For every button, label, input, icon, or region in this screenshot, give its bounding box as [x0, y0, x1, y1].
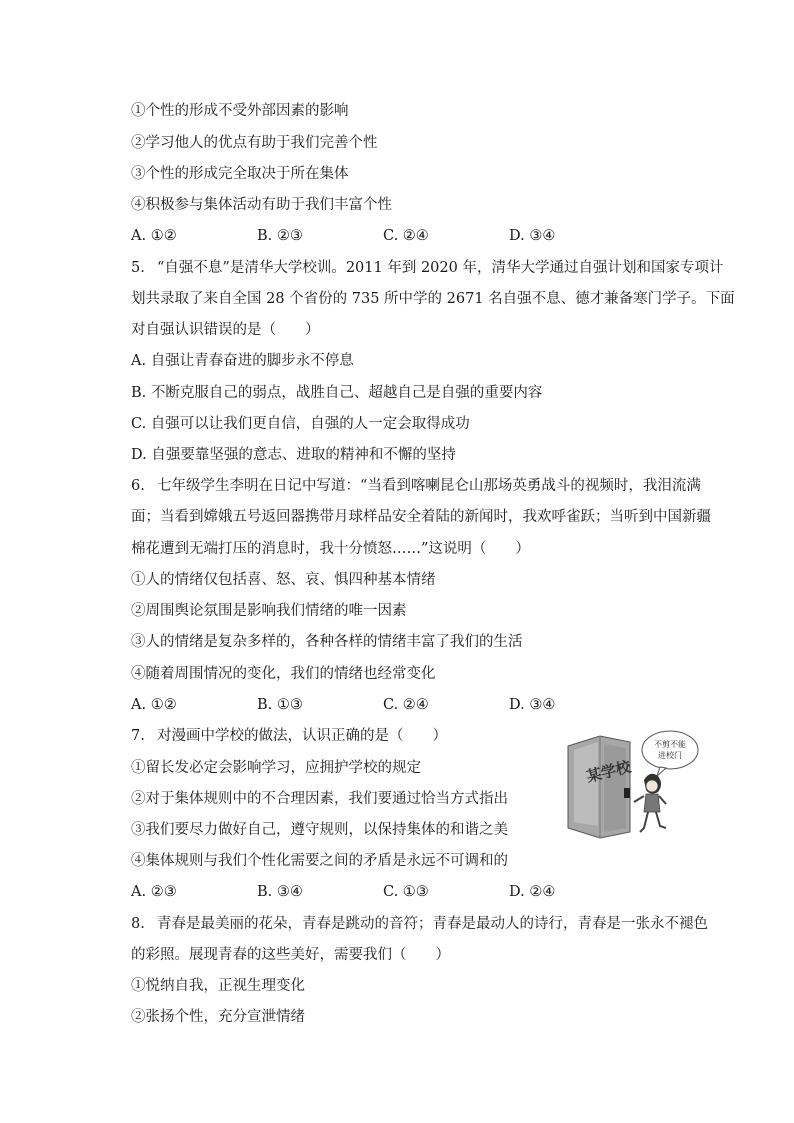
q6-statement-1: ①人的情绪仅包括喜、怒、哀、惧四种基本情绪 — [131, 572, 436, 588]
q5-option-b: B. 不断克服自己的弱点，战胜自己、超越自己是自强的重要内容 — [131, 385, 543, 401]
q7-statement-4: ④集体规则与我们个性化需要之间的矛盾是永远不可调和的 — [131, 853, 508, 869]
q7-option-c: C. ①③ — [383, 884, 429, 900]
q6-option-c: C. ②④ — [383, 697, 429, 713]
gate-right-panel — [604, 744, 626, 832]
q6-number: 6. — [131, 478, 145, 494]
school-sign-text: 某学校 — [584, 757, 633, 786]
q5-stem-line-1 — [131, 258, 724, 278]
q4-option-a: A. ①② — [131, 228, 177, 244]
student-leg-right — [656, 812, 666, 828]
q6-option-a: A. ①② — [131, 697, 177, 713]
student-arm-left — [634, 796, 644, 802]
q4-statement-2: ②学习他人的优点有助于我们完善个性 — [131, 135, 378, 151]
q4-statement-4: ④积极参与集体活动有助于我们丰富个性 — [131, 197, 392, 213]
q5-stem-line-2: 划共录取了来自全国 28 个省份的 735 所中学的 2671 名自强不息、德才兼备寒门学子。下面 — [131, 291, 735, 307]
q6-stem-line-1 — [131, 476, 701, 496]
q5-option-d: D. 自强要靠坚强的意志、进取的精神和不懈的坚持 — [131, 447, 456, 463]
q6-stem-line-2: 面；当看到嫦娥五号返回器携带月球样品安全着陆的新闻时，我欢呼雀跃；当听到中国新疆 — [131, 509, 711, 525]
q4-option-c: C. ②④ — [383, 228, 429, 244]
q8-stem-text-1: 青春是最美丽的花朵，青春是跳动的音符；青春是最动人的诗行，青春是一张永不褪色 — [157, 916, 708, 932]
q8-stem-line-2: 的彩照。展现青春的这些美好，需要我们（ ） — [131, 947, 450, 963]
q4-statement-3: ③个性的形成完全取决于所在集体 — [131, 166, 349, 182]
q6-stem-line-3: 棉花遭到无端打压的消息时，我十分愤怒……”这说明（ ） — [131, 541, 530, 557]
q7-option-d: D. ②④ — [509, 884, 556, 900]
school-gate-comic — [560, 728, 700, 840]
q4-option-b: B. ②③ — [257, 228, 303, 244]
q4-option-d: D. ③④ — [509, 228, 556, 244]
q6-option-d: D. ③④ — [509, 697, 556, 713]
q7-stem-text: 对漫画中学校的做法，认识正确的是（ ） — [157, 728, 447, 744]
bubble-text-1: 不剪不能 — [654, 740, 686, 749]
student-leg-left — [640, 812, 648, 832]
q7-option-b: B. ③④ — [257, 884, 303, 900]
student-head — [646, 780, 658, 792]
q6-option-b: B. ①③ — [257, 697, 303, 713]
q7-statement-3: ③我们要尽力做好自己，遵守规则，以保持集体的和谐之美 — [131, 822, 508, 838]
q8-number: 8. — [131, 916, 145, 932]
q5-option-a: A. 自强让青春奋进的脚步永不停息 — [131, 353, 354, 369]
speech-bubble — [642, 731, 698, 769]
q4-statement-1: ①个性的形成不受外部因素的影响 — [131, 103, 349, 119]
q5-stem-text-1: “自强不息”是清华大学校训。2011 年到 2020 年，清华大学通过自强计划和国家专项计 — [157, 260, 724, 276]
student-figure — [634, 774, 666, 832]
student-body — [644, 794, 660, 812]
student-arm-right — [659, 796, 666, 804]
speech-bubble-tail — [657, 767, 666, 776]
q8-statement-2: ②张扬个性，充分宣泄情绪 — [131, 1009, 305, 1025]
q8-statement-1: ①悦纳自我，正视生理变化 — [131, 978, 305, 994]
q5-stem-line-3: 对自强认识错误的是（ ） — [131, 322, 320, 338]
q5-number: 5. — [131, 260, 145, 276]
q7-stem — [131, 726, 447, 746]
q6-statement-3: ③人的情绪是复杂多样的，各种各样的情绪丰富了我们的生活 — [131, 634, 523, 650]
q7-option-a: A. ②③ — [131, 884, 177, 900]
bubble-text-2: 进校门 — [658, 751, 682, 760]
q7-statement-2: ②对于集体规则中的不合理因素，我们要通过恰当方式指出 — [131, 791, 508, 807]
q8-stem-line-1 — [131, 914, 708, 934]
q7-statement-1: ①留长发必定会影响学习，应拥护学校的规定 — [131, 760, 421, 776]
q6-statement-4: ④随着周围情况的变化，我们的情绪也经常变化 — [131, 666, 436, 682]
q7-number: 7. — [131, 728, 145, 744]
q5-option-c: C. 自强可以让我们更自信，自强的人一定会取得成功 — [131, 416, 470, 432]
q6-stem-text-1: 七年级学生李明在日记中写道：“当看到喀喇昆仑山那场英勇战斗的视频时，我泪流满 — [157, 478, 701, 494]
gate-handle — [624, 788, 630, 798]
q6-statement-2: ②周围舆论氛围是影响我们情绪的唯一因素 — [131, 603, 407, 619]
